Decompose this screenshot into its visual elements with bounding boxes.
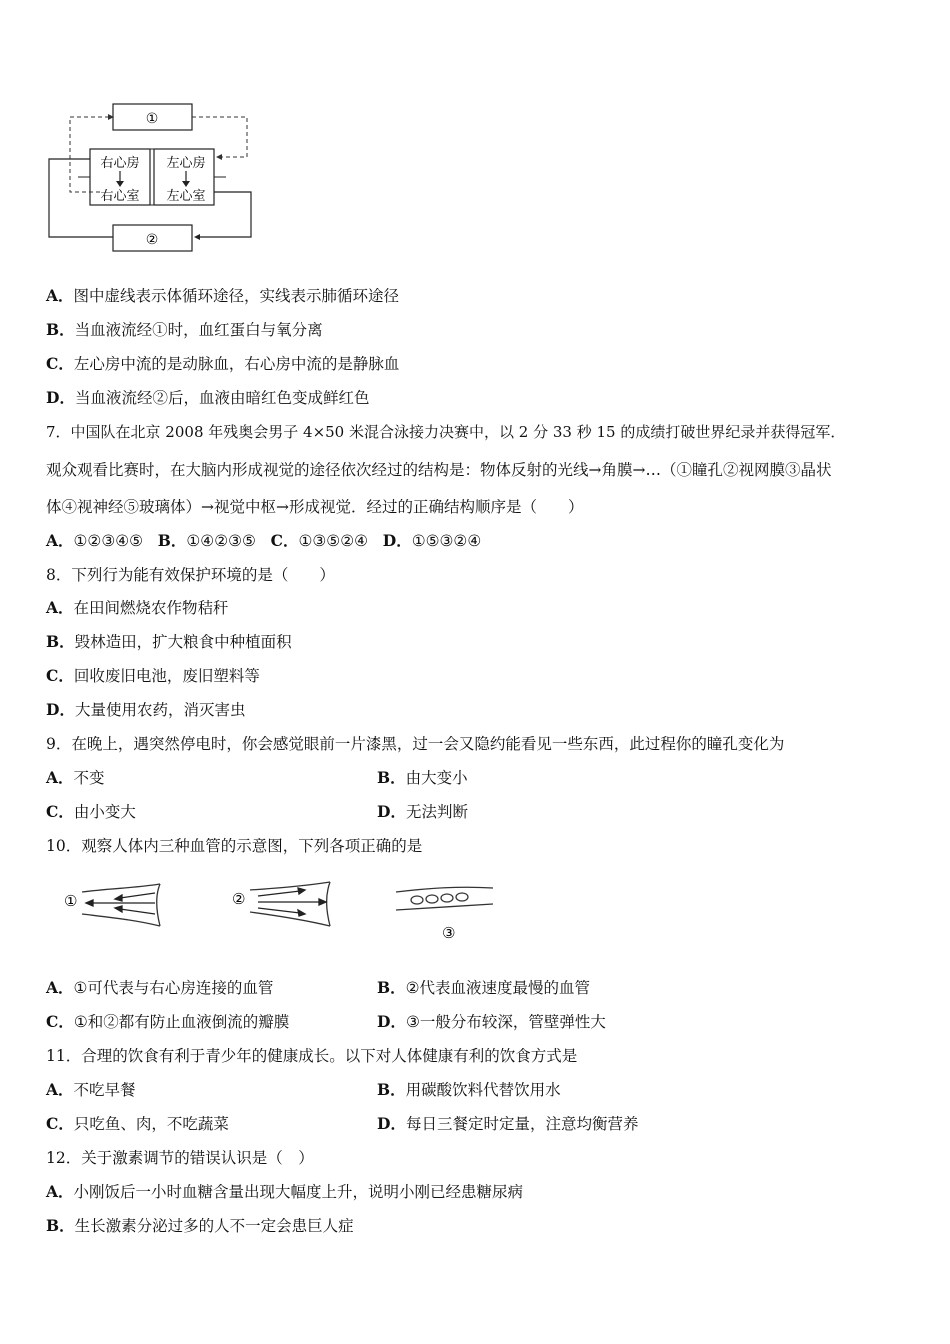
q12-option-b: B．生长激素分泌过多的人不一定会患巨人症	[46, 1216, 354, 1235]
left-atrium-label: 左心房	[166, 156, 206, 171]
vessel-3-cells	[411, 893, 468, 904]
right-ventricle-label: 右心室	[100, 189, 140, 204]
vessel-1-label: ①	[64, 892, 78, 910]
q6-option-c: C．左心房中流的是动脉血，右心房中流的是静脉血	[46, 354, 400, 373]
q11-option-a: A．不吃早餐	[46, 1080, 136, 1099]
vessel-2-arrows	[258, 888, 326, 916]
vessel-2-lines	[250, 882, 330, 926]
q6-option-b: B．当血液流经①时，血红蛋白与氧分离	[46, 320, 323, 339]
q6-option-a: A．图中虚线表示体循环途径，实线表示肺循环途径	[46, 286, 400, 305]
q8-stem: 8．下列行为能有效保护环境的是（ ）	[46, 566, 335, 584]
blood-vessels-diagram	[60, 878, 510, 948]
q11-option-b: B．用碳酸饮料代替饮用水	[377, 1080, 561, 1099]
vessel-3-label: ③	[442, 924, 456, 942]
vessel-2-label: ②	[232, 890, 246, 908]
q9-stem: 9．在晚上，遇突然停电时，你会感觉眼前一片漆黑，过一会又隐约能看见一些东西，此过程你的瞳孔变化为	[46, 735, 785, 753]
box-bottom-label: ②	[145, 232, 159, 248]
q7-options: A．①②③④⑤ B．①④②③⑤ C．①③⑤②④ D．①⑤③②④	[46, 531, 482, 550]
q10-option-d: D．③一般分布较深，管壁弹性大	[377, 1012, 606, 1031]
q11-stem: 11．合理的饮食有利于青少年的健康成长。以下对人体健康有利的饮食方式是	[46, 1047, 578, 1065]
q7-stem-line2: 观众观看比赛时，在大脑内形成视觉的途径依次经过的结构是：物体反射的光线→角膜→…（①瞳孔②视网膜③晶状	[46, 461, 832, 479]
q7-stem-line1: 7．中国队在北京 2008 年残奥会男子 4×50 米混合泳接力决赛中，以 2 分 33 秒 15 的成绩打破世界纪录并获得冠军．	[46, 423, 846, 441]
left-ventricle-label: 左心室	[166, 189, 206, 204]
q8-option-b: B．毁林造田，扩大粮食中种植面积	[46, 632, 292, 651]
q10-stem: 10．观察人体内三种血管的示意图，下列各项正确的是	[46, 837, 423, 855]
q12-stem: 12．关于激素调节的错误认识是（ ）	[46, 1149, 314, 1167]
q9-option-d: D．无法判断	[377, 802, 468, 821]
q12-option-a: A．小刚饭后一小时血糖含量出现大幅度上升，说明小刚已经患糖尿病	[46, 1182, 524, 1201]
right-atrium-label: 右心房	[100, 156, 140, 171]
q10-option-a: A．①可代表与右心房连接的血管	[46, 978, 274, 997]
q9-option-b: B．由大变小	[377, 768, 468, 787]
q8-option-a: A．在田间燃烧农作物秸秆	[46, 598, 229, 617]
q7-stem-line3: 体④视神经⑤玻璃体）→视觉中枢→形成视觉．经过的正确结构顺序是（ ）	[46, 498, 584, 516]
q8-option-c: C．回收废旧电池，废旧塑料等	[46, 666, 260, 685]
q10-option-c: C．①和②都有防止血液倒流的瓣膜	[46, 1012, 290, 1031]
box-top-label: ①	[145, 111, 159, 127]
vessel-1-lines	[82, 884, 160, 926]
q11-option-c: C．只吃鱼、肉，不吃蔬菜	[46, 1114, 229, 1133]
q8-option-d: D．大量使用农药，消灭害虫	[46, 700, 246, 719]
q6-option-d: D．当血液流经②后，血液由暗红色变成鲜红色	[46, 388, 370, 407]
q11-option-d: D．每日三餐定时定量，注意均衡营养	[377, 1114, 639, 1133]
q10-option-b: B．②代表血液速度最慢的血管	[377, 978, 591, 997]
q9-option-c: C．由小变大	[46, 802, 136, 821]
heart-circulation-diagram	[40, 95, 270, 260]
q9-option-a: A．不变	[46, 768, 105, 787]
vessel-3-lines	[396, 887, 493, 910]
vessel-1-arrows	[86, 893, 155, 914]
